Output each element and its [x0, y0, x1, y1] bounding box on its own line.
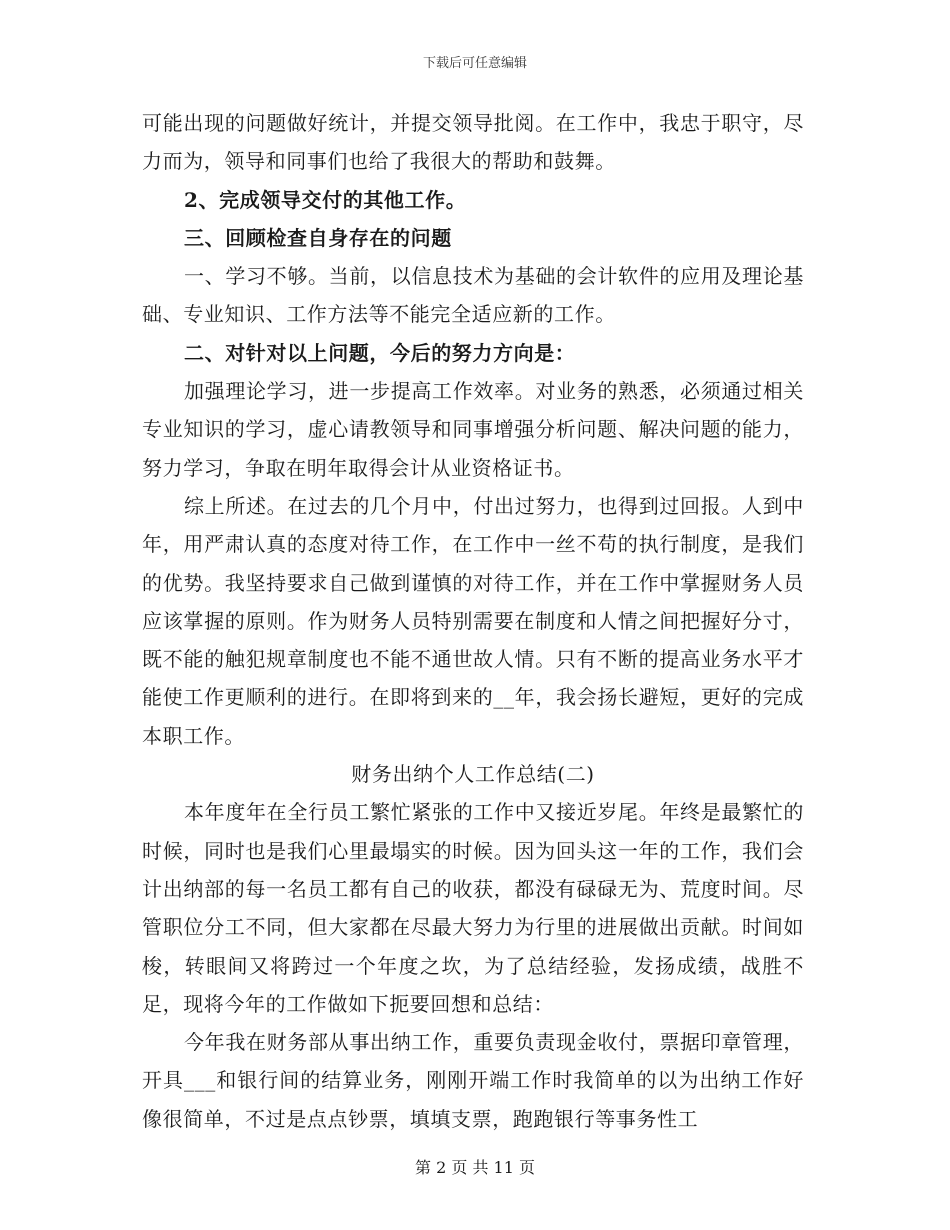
section-heading: 二、对针对以上问题，今后的努力方向是：: [184, 340, 576, 365]
document-title: 财务出纳个人工作总结(二): [351, 762, 595, 787]
page-footer: 第 2 页 共 11 页: [415, 1158, 535, 1177]
page-header: 下载后可任意编辑: [422, 56, 527, 71]
paragraph: 加强理论学习，进一步提高工作效率。对业务的熟悉，必须通过相关专业知识的学习，虚心请教领导和同事增强分析问题、解决问题的能力，努力学习，争取在明年取得会计从业资格证书。: [142, 379, 804, 480]
document-body: [142, 104, 804, 1138]
paragraph: 本年度年在全行员工繁忙紧张的工作中又接近岁尾。年终是最繁忙的时候，同时也是我们心里最塌实的时候。因为回头这一年的工作，我们会计出纳部的每一名员工都有自己的收获，都没有碌碌无为、荒度时间。尽管职位分工不同，但大家都在尽最大努力为行里的进展做出贡献。时间如梭，转眼间又将跨过一个年度之坎，为了总结经验，发扬成绩，战胜不足，现将今年的工作做如下扼要回想和总结：: [142, 800, 804, 1016]
list-item-heading: 2、完成领导交付的其他工作。: [184, 187, 467, 212]
paragraph: 可能出现的问题做好统计，并提交领导批阅。在工作中，我忠于职守，尽力而为，领导和同事们也给了我很大的帮助和鼓舞。: [142, 111, 804, 174]
paragraph: 今年我在财务部从事出纳工作，重要负责现金收付，票据印章管理，开具___和银行间的结算业务，刚刚开端工作时我简单的以为出纳工作好像很简单，不过是点点钞票，填填支票，跑跑银行等事务性工: [142, 1030, 804, 1131]
paragraph: 综上所述。在过去的几个月中，付出过努力，也得到过回报。人到中年，用严肃认真的态度对待工作，在工作中一丝不苟的执行制度，是我们的优势。我坚持要求自己做到谨慎的对待工作，并在工作中掌握财务人员应该掌握的原则。作为财务人员特别需要在制度和人情之间把握好分寸，既不能的触犯规章制度也不能不通世故人情。只有不断的提高业务水平才能使工作更顺利的进行。在即将到来的__年，我会扬长避短，更好的完成本职工作。: [142, 493, 804, 748]
paragraph: 一、学习不够。当前，以信息技术为基础的会计软件的应用及理论基础、专业知识、工作方法等不能完全适应新的工作。: [142, 264, 804, 327]
section-heading: 三、回顾检查自身存在的问题: [184, 225, 452, 250]
